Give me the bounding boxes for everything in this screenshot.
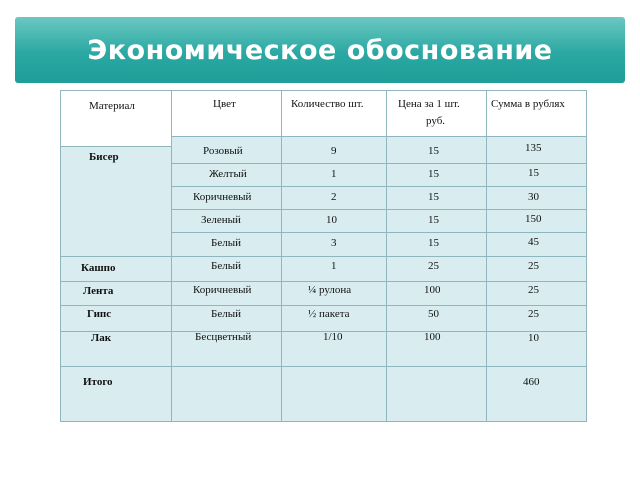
material-biser: Бисер	[89, 151, 119, 163]
sum-total: 460	[523, 376, 540, 388]
color-cell: Белый	[211, 260, 241, 272]
color-cell: Зеленый	[201, 214, 241, 226]
header-color: Цвет	[213, 98, 236, 110]
header-sum: Сумма в рублях	[491, 98, 565, 110]
price-cell: 25	[428, 260, 439, 272]
price-cell: 15	[428, 214, 439, 226]
price-cell: 15	[428, 237, 439, 249]
sum-cell: 135	[525, 142, 542, 154]
color-cell: Коричневый	[193, 191, 252, 203]
slide-title: Экономическое обоснование	[87, 34, 553, 66]
sum-cell: 10	[528, 332, 539, 344]
quantity-cell: 3	[331, 237, 337, 249]
price-cell: 15	[428, 168, 439, 180]
sum-cell: 15	[528, 167, 539, 179]
quantity-cell: 2	[331, 191, 337, 203]
quantity-cell: 9	[331, 145, 337, 157]
header-price-line2: руб.	[426, 115, 446, 127]
header-price-line1: Цена за 1 шт.	[398, 98, 460, 110]
sum-cell: 45	[528, 236, 539, 248]
quantity-cell: ¼ рулона	[308, 284, 352, 296]
material-gips: Гипс	[87, 308, 112, 320]
sum-cell: 25	[528, 284, 539, 296]
color-cell: Розовый	[203, 145, 243, 157]
quantity-cell: 10	[326, 214, 337, 226]
color-cell: Коричневый	[193, 284, 252, 296]
header-material: Материал	[89, 100, 135, 112]
material-lak: Лак	[91, 332, 112, 344]
color-cell: Белый	[211, 308, 241, 320]
quantity-cell: 1	[331, 260, 337, 272]
sum-cell: 25	[528, 308, 539, 320]
material-kashpo: Кашпо	[81, 262, 116, 274]
quantity-cell: 1	[331, 168, 337, 180]
color-cell: Бесцветный	[195, 331, 252, 343]
sum-cell: 30	[528, 191, 539, 203]
price-cell: 100	[424, 331, 441, 343]
sum-cell: 25	[528, 260, 539, 272]
economic-table	[60, 90, 587, 422]
material-itogo: Итого	[83, 376, 113, 388]
header-quantity: Количество шт.	[291, 98, 364, 110]
color-cell: Белый	[211, 237, 241, 249]
price-cell: 50	[428, 308, 439, 320]
sum-cell: 150	[525, 213, 542, 225]
material-lenta: Лента	[83, 285, 114, 297]
slide-header	[15, 17, 625, 83]
quantity-cell: 1/10	[323, 331, 343, 343]
price-cell: 15	[428, 191, 439, 203]
price-cell: 15	[428, 145, 439, 157]
color-cell: Желтый	[209, 168, 247, 180]
price-cell: 100	[424, 284, 441, 296]
quantity-cell: ½ пакета	[308, 308, 350, 320]
